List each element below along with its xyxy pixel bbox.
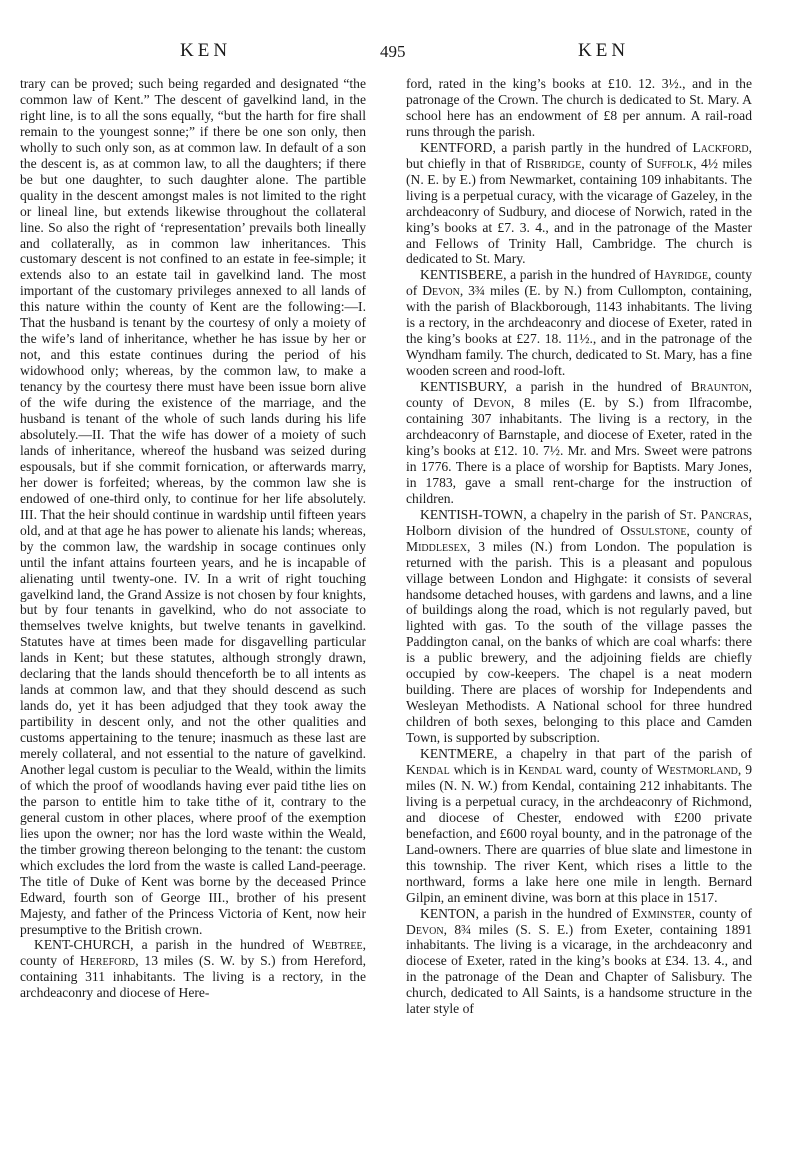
- page-number: 495: [380, 42, 406, 61]
- entry-text: KENTISBERE, a parish in the hundred of: [420, 267, 651, 283]
- entry-text: , county of: [691, 905, 752, 921]
- hundred-name: Lackford: [692, 139, 749, 155]
- county-name: Middlesex: [406, 538, 467, 554]
- hundred-name: Ossulstone: [620, 522, 687, 538]
- entry-text: , 9 miles (N. N. W.) from Kendal, containing 212 inhabitants. The living is a perpetual curacy, in the archdeaconry of Richmond, and diocese of Chester, endowed with £200 private benefaction, and £600 royal bounty, and in the patronage of the Land-owners. There are quarries of blue slate and limestone in this township. The river Kent, which rises a little to the northward, forms a lake here one mile in length. Bernard Gilpin, an eminent divine, was born at this place in 1517.: [406, 761, 753, 905]
- entry-kent-church: [20, 937, 366, 1001]
- entry-text: , 4½ miles (N. E. by E.) from Newmarket, containing 109 inhabitants. The living is a perpetual curacy, with the vicarage of Gazeley, in the archdeaconry of Sudbury, and diocese of Norwich, rated in the king’s books at £7. 3. 4., and in the patronage of the Master and Fellows of Trinity Hall, Cambridge. The church is dedicated to St. Mary.: [406, 155, 752, 267]
- entry-text: , county of: [20, 937, 366, 969]
- hundred-name: Webtree: [311, 937, 363, 953]
- entry-text: , 8¾ miles (S. S. E.) from Exeter, containing 1891 inhabitants. The living is a vicarage, in the archdeaconry and diocese of Exeter, rated in the king’s books at £34. 13. 4., and in the patronage of the Dean and Chapter of Salisbury. The church, dedicated to All Saints, is a handsome structure in the later style of: [406, 921, 752, 1017]
- header-right-word: KEN: [578, 40, 630, 61]
- parish-name: St. Pancras: [679, 506, 749, 522]
- entry-text: , county of: [686, 522, 752, 538]
- entry-text: , 3¾ miles (E. by N.) from Cullompton, containing, with the parish of Blackborough, 1143 inhabitants. The living is a rectory, in the archdeaconry and diocese of Exeter, rated in the king’s books at £27. 18. 11½., and in the patronage of the Wyndham family. The church, dedicated to St. Mary, has a fine wooden screen and rood-loft.: [406, 283, 752, 379]
- right-column: [406, 76, 752, 1017]
- entry-text: , but chiefly in that of: [406, 139, 752, 171]
- hundred-name: Hayridge: [654, 267, 708, 283]
- entry-text: , county of: [406, 379, 753, 411]
- parish-name: Kendal: [406, 761, 450, 777]
- entry-kentisbury: [406, 379, 752, 507]
- entry-text: KENTISBURY, a parish in the hundred of: [420, 379, 683, 395]
- header-left-word: KEN: [180, 40, 232, 61]
- ward-name: Kendal: [518, 761, 563, 777]
- entry-kentmere: [406, 746, 752, 906]
- entry-text: KENTON, a parish in the hundred of: [420, 905, 628, 921]
- entry-text: KENT-CHURCH, a parish in the hundred of: [34, 937, 304, 953]
- county-name: Westmorland: [656, 761, 738, 777]
- entry-text: ward, county of: [562, 761, 653, 777]
- entry-text: , 8 miles (E. by S.) from Ilfracombe, containing 307 inhabitants. The living is a rectory, in the archdeaconry of Barnstaple, and diocese of Exeter, rated in the king’s books at £12. 10. 7½. Mr. and Mrs. Sweet were patrons in 1776. There is a place of worship for Baptists. Mary Jones, in 1783, gave a small rent-charge for the instruction of children.: [406, 395, 752, 506]
- gavelkind-paragraph: trary can be proved; such being regarded and designated “the common law of Kent.” The descent of gavelkind land, in the right line, is to all the sons equally, “but the harth for fire shall remain to the youngest sonne;” if there be one son only, then wholly to such only son, as at common law. In default of a son the descent is, as at common law, to all the daughters; if there be but one daughter, to such daughter alone. The partible quality in the descent amongst males is not limited to the right or lineal line, but extends likewise throughout the collateral line. So also the right of ‘representation’ prevails both lineally and collaterally, as in common law inheritances. This customary descent is not confined to an estate in fee-simple; it extends also to an estate tail in gavelkind land. The most important of the customary privileges annexed to all lands of this nature within the county of Kent are the following:—I. That the husband is tenant by the courtesy of only a moiety of the wife’s land of inheritance, whether he has issue by her or not, and this estate continues during the period of his widowhood only; whereas, by the common law, to make a tenancy by the courtesy there must have been issue born alive of the wife during the existence of the marriage, and the husband is tenant of the whole of such lands during his life absolutely.—II. That the wife has dower of a moiety of such lands of inheritance, whereof the husband was seized during espousals, but if she commit fornication, or afterwards marry, her dower is forfeited; whereas, by the common law she is endowed of one-third only, to continue for her life absolutely. III. That the heir should continue in wardship until fifteen years old, and at that age he has power to alienate his lands; whereas, by the common law, the wardship in socage continues only until the infant attains fourteen years, and he is incapable of alienating until twenty-one. IV. In a writ of right touching gavelkind land, the Grand Assize is not chosen by four knights, but by four tenants in gavelkind, who do not associate to themselves twelve knights, but twelve tenants in gavelkind. Statutes have at times been made for disgavelling particular lands in Kent; but these statutes, although strongly drawn, declaring that the lands should thenceforth be to all intents as lands at common law, and that they should descend as such lands do, yet it has been adjudged that they took away the partibility in descent only, and not the other qualities and customs appertaining to the tenure; inasmuch as these last are merely collateral, and not essential to the nature of gavelkind. Another legal custom is peculiar to the Weald, within the limits of which the proof of woodlands having ever paid tithe lies on the parson to entitle him to take tithe of it, contrary to the general custom in other places, where proof of the exemption lies upon the owner; nor has the lord waste within the Weald, the timber growing thereon belonging to the tenant: the custom which excludes the lord from the waste is called Land-peerage. The title of Duke of Kent was borne by the deceased Prince Edward, fourth son of George III., brother of his present Majesty, and father of the Princess Victoria of Kent, now heir presumptive to the British crown.: [20, 76, 366, 937]
- entry-text: KENTMERE, a chapelry in that part of the parish of: [420, 746, 752, 762]
- county-name: Suffolk: [646, 155, 694, 171]
- hundred-name: Exminster: [632, 905, 692, 921]
- hundred-name: Braunton: [690, 379, 749, 395]
- entry-kent-church-continued: ford, rated in the king’s books at £10. 12. 3½., and in the patronage of the Crown. The church is dedicated to St. Mary. A school here has an endowment of £8 per annum. A rail-road runs through the parish.: [406, 76, 752, 139]
- hundred-name: Risbridge: [526, 155, 582, 171]
- entry-kenton: [406, 906, 752, 1018]
- entry-text: , 3 miles (N.) from London. The population is returned with the parish. This is a pleasant and populous village between London and Highgate: it consists of several handsome detached houses, with gardens and lawns, and a line of buildings along the road, which is not regularly paved, but lighted with gas. To the south of the village passes the Paddington canal, on the banks of which are coal wharfs: there is a public brewery, and the adjoining fields are chiefly occupied by cow-keepers. The chapel is a neat modern building. There are places of worship for Independents and Wesleyan Methodists. A National school for three hundred children of both sexes, belonging to this place and Camden Town, is supported by subscription.: [406, 538, 752, 746]
- entry-text: which is in: [449, 761, 515, 777]
- running-header: [0, 40, 800, 64]
- entry-text: , Holborn division of the hundred of: [406, 506, 752, 538]
- entry-kentisbere: [406, 267, 752, 379]
- entry-text: , county of: [406, 267, 752, 299]
- county-name: Hereford: [79, 953, 136, 969]
- entry-text: , county of: [581, 155, 643, 171]
- entry-text: KENTISH-TOWN, a chapelry in the parish of: [420, 506, 676, 522]
- entry-text: KENTFORD, a parish partly in the hundred of: [420, 139, 688, 155]
- county-name: Devon: [422, 283, 460, 299]
- entry-kentish-town: [406, 507, 752, 746]
- county-name: Devon: [406, 921, 444, 937]
- entry-text: , 13 miles (S. W. by S.) from Hereford, containing 311 inhabitants. The living is a rectory, in the archdeaconry and diocese of Here-: [20, 953, 366, 1001]
- left-column: [20, 76, 366, 1001]
- county-name: Devon: [473, 395, 511, 411]
- entry-kentford: [406, 140, 752, 268]
